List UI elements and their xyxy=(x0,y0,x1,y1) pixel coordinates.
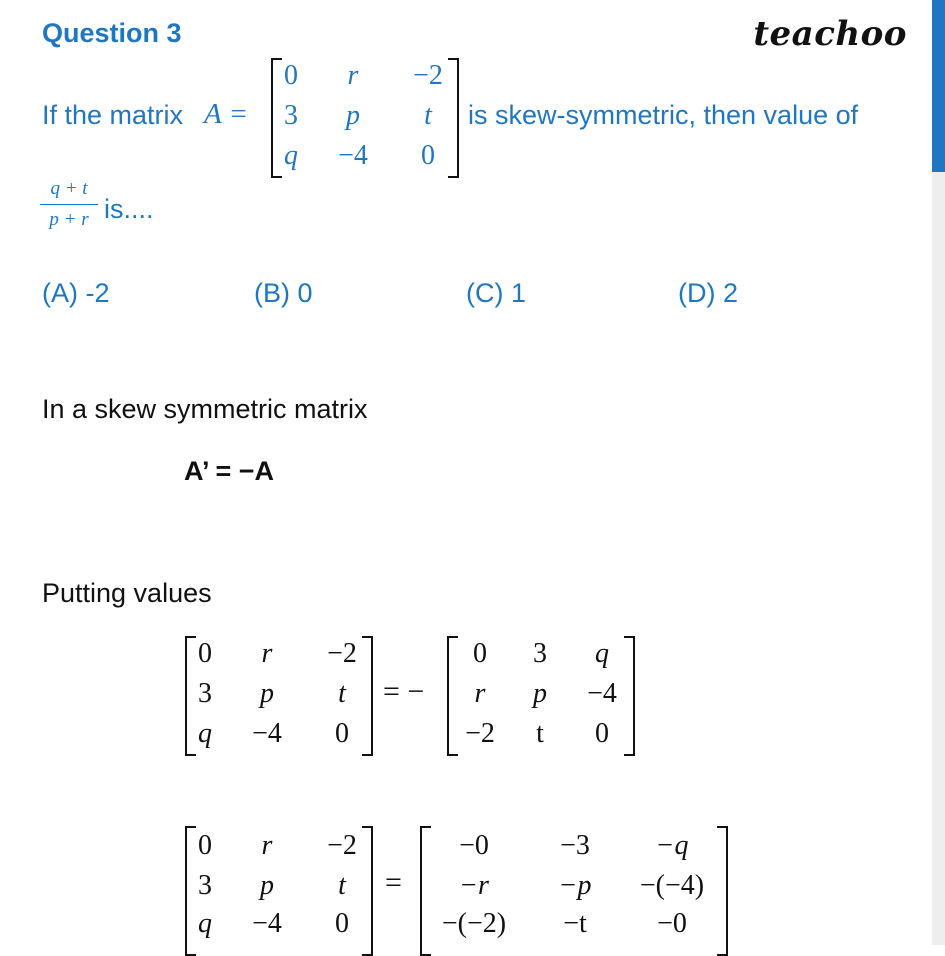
eq2-r-0-2: −q xyxy=(655,830,689,861)
option-a: (A) -2 xyxy=(42,278,110,308)
eq1-r-0-0: 0 xyxy=(473,638,487,669)
fraction-denominator: p + r xyxy=(49,209,89,230)
eq2-left-matrix xyxy=(185,826,373,956)
question-intro: If the matrix xyxy=(42,100,184,130)
qm-1-1: p xyxy=(346,100,360,131)
eq2-l-2-0: q xyxy=(198,908,212,939)
question-matrix xyxy=(271,58,459,178)
eq2-r-0-1: −3 xyxy=(560,830,590,861)
eq2-l-2-2: 0 xyxy=(335,908,349,939)
eq1-l-0-2: −2 xyxy=(327,638,357,669)
eq1-l-2-2: 0 xyxy=(335,718,349,749)
putting-values: Putting values xyxy=(42,578,212,608)
eq2-l-1-2: t xyxy=(338,870,346,901)
eq1-r-2-1: t xyxy=(536,718,544,749)
eq1-r-0-2: q xyxy=(595,638,609,669)
eq1-operator: = − xyxy=(383,675,425,708)
question-fraction xyxy=(40,178,98,231)
eq1-r-1-2: −4 xyxy=(587,678,617,709)
eq2-l-0-0: 0 xyxy=(198,830,212,861)
fraction-numerator: q + t xyxy=(50,178,88,199)
qm-0-2: −2 xyxy=(413,60,443,91)
eq1-r-1-1: p xyxy=(533,678,547,709)
eq1-r-2-2: 0 xyxy=(595,718,609,749)
qm-2-1: −4 xyxy=(338,140,368,171)
eq1-l-0-0: 0 xyxy=(198,638,212,669)
option-d: (D) 2 xyxy=(678,278,738,308)
eq2-l-1-1: p xyxy=(260,870,274,901)
eq2-l-0-1: r xyxy=(261,830,273,861)
eq2-r-1-2: −(−4) xyxy=(639,870,705,901)
qm-2-0: q xyxy=(284,140,298,171)
eq1-r-2-0: −2 xyxy=(465,718,495,749)
qm-1-0: 3 xyxy=(284,100,298,131)
option-c: (C) 1 xyxy=(466,278,526,308)
eq1-l-2-1: −4 xyxy=(252,718,282,749)
sidebar-accent xyxy=(932,0,945,172)
teachoo-logo: teachoo xyxy=(753,14,907,54)
eq1-l-1-1: p xyxy=(260,678,274,709)
eq1-l-0-1: r xyxy=(261,638,273,669)
skew-identity: A’ = −A xyxy=(184,456,275,486)
option-b: (B) 0 xyxy=(254,278,313,308)
eq2-r-2-1: −t xyxy=(563,908,587,939)
qm-0-1: r xyxy=(347,60,359,91)
eq2-l-0-2: −2 xyxy=(327,830,357,861)
eq2-r-2-2: −0 xyxy=(657,908,687,939)
qm-0-0: 0 xyxy=(284,60,298,91)
qm-2-2: 0 xyxy=(421,140,435,171)
eq1-r-0-1: 3 xyxy=(533,638,547,669)
question-title: Question 3 xyxy=(42,18,182,48)
eq2-r-1-1: −p xyxy=(558,870,592,901)
eq1-l-1-0: 3 xyxy=(198,678,212,709)
eq1-left-matrix xyxy=(185,636,373,756)
eq1-l-2-0: q xyxy=(198,718,212,749)
eq2-operator: = xyxy=(385,866,402,899)
matrix-var: A = xyxy=(204,98,249,130)
eq2-l-1-0: 3 xyxy=(198,870,212,901)
question-after-fraction: is.... xyxy=(104,194,154,224)
solution-intro: In a skew symmetric matrix xyxy=(42,394,368,424)
eq1-right-matrix xyxy=(447,636,635,756)
eq2-l-2-1: −4 xyxy=(252,908,282,939)
eq2-r-1-0: −r xyxy=(459,870,489,901)
question-after-matrix: is skew-symmetric, then value of xyxy=(468,100,859,130)
eq1-l-1-2: t xyxy=(338,678,346,709)
eq1-r-1-0: r xyxy=(474,678,486,709)
eq2-right-matrix xyxy=(420,826,728,956)
qm-1-2: t xyxy=(424,100,432,131)
eq2-r-0-0: −0 xyxy=(459,830,489,861)
eq2-r-2-0: −(−2) xyxy=(441,908,507,939)
